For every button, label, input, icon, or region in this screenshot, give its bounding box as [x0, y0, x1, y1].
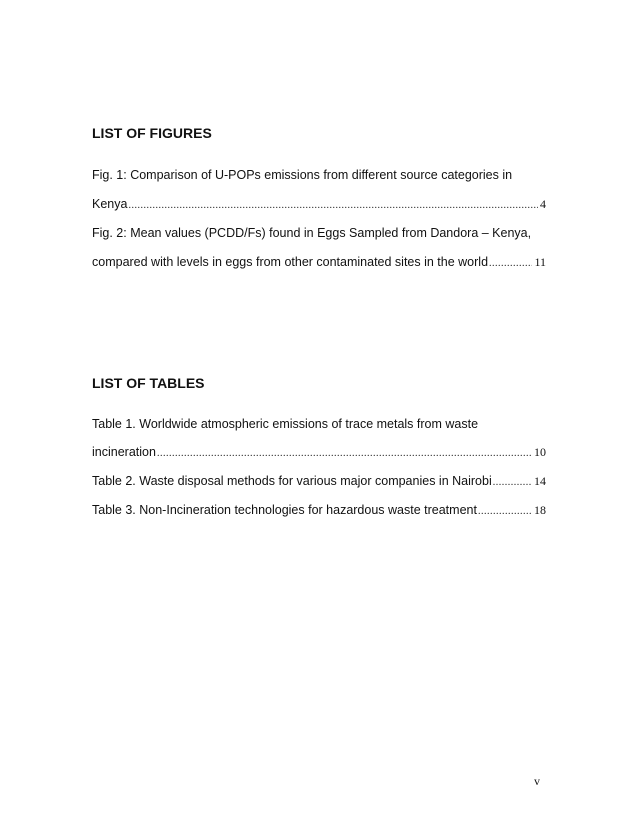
dot-leader: [157, 446, 532, 462]
table-3-entry[interactable]: [92, 502, 546, 520]
table-1-entry[interactable]: [92, 444, 546, 462]
table-3-title: Table 3. Non-Incineration technologies for hazardous waste treatment: [92, 503, 477, 517]
figures-heading: LIST OF FIGURES: [92, 125, 212, 141]
dot-leader: [493, 475, 532, 491]
figure-1-entry[interactable]: [92, 196, 546, 214]
table-2-page-number: 14: [534, 474, 546, 488]
page-number: v: [534, 774, 540, 788]
figure-1-title-continuation: Kenya: [92, 197, 128, 211]
table-1-page-number: 10: [534, 445, 546, 459]
table-2-title: Table 2. Waste disposal methods for various major companies in Nairobi: [92, 474, 492, 488]
figure-2-title-line: Fig. 2: Mean values (PCDD/Fs) found in Eggs Sampled from Dandora – Kenya,: [92, 226, 532, 240]
table-1-title-line: Table 1. Worldwide atmospheric emissions of trace metals from waste: [92, 417, 479, 431]
table-1-title-continuation: incineration: [92, 445, 156, 459]
figure-2-page-number: 11: [534, 255, 546, 269]
dot-leader: [489, 256, 532, 272]
dot-leader: [478, 504, 532, 520]
figure-2-title-continuation: compared with levels in eggs from other contaminated sites in the world: [92, 255, 489, 269]
table-2-entry[interactable]: [92, 473, 546, 491]
dot-leader: [128, 198, 538, 214]
figure-1-page-number: 4: [540, 197, 546, 211]
table-3-page-number: 18: [534, 503, 546, 517]
tables-heading: LIST OF TABLES: [92, 375, 205, 391]
figure-2-entry[interactable]: [92, 254, 546, 272]
figure-1-title-line: Fig. 1: Comparison of U-POPs emissions from different source categories in: [92, 168, 513, 182]
